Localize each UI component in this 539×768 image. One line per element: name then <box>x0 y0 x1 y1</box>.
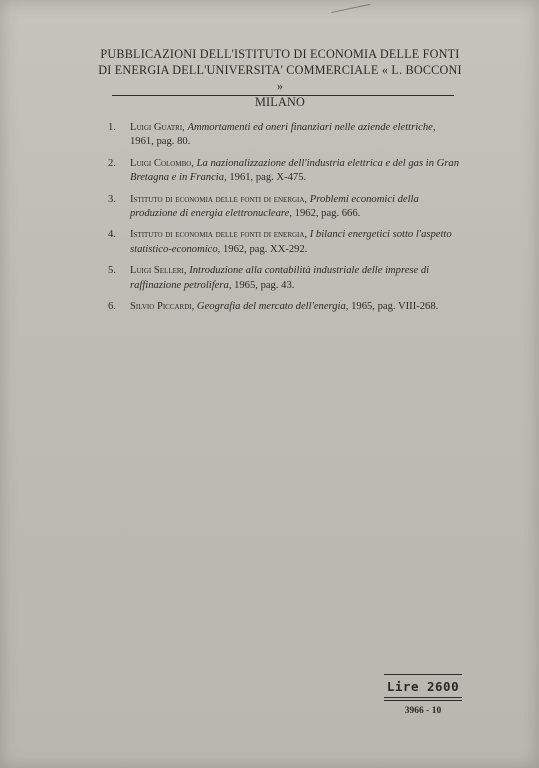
catalog-code: 3966 - 10 <box>404 706 442 716</box>
item-number: 4. <box>108 229 116 241</box>
publication-list <box>108 121 460 321</box>
list-item <box>108 121 460 150</box>
item-details: 1961, pag. 80. <box>130 136 191 148</box>
publisher-header <box>95 46 465 110</box>
item-details: 1961, pag. X-475. <box>229 172 307 184</box>
header-rule <box>112 95 454 96</box>
item-number: 2. <box>108 157 116 169</box>
item-details: 1962, pag. XX-292. <box>222 243 308 255</box>
item-author: Luigi Guatri, <box>130 122 185 133</box>
item-author: Luigi Selleri, <box>130 265 187 277</box>
item-author: Istituto di economia delle fonti di energia, <box>130 193 308 205</box>
price-rule-bottom <box>384 697 462 698</box>
list-item <box>108 264 460 293</box>
price-box <box>384 674 462 716</box>
item-title: Problemi economici della produzione di energia elettronucleare, <box>130 193 419 220</box>
list-item <box>108 157 460 186</box>
item-title: Ammortamenti ed oneri finanziari nelle aziende elettriche, <box>187 122 436 133</box>
item-title: Geografia del mercato dell'energia, <box>196 301 349 313</box>
item-number: 3. <box>108 193 116 205</box>
price-rule-thin <box>384 700 462 701</box>
item-number: 6. <box>108 301 116 313</box>
item-number: 1. <box>108 122 116 133</box>
header-line-2: DI ENERGIA DELL'UNIVERSITA' COMMERCIALE « L. BOCCONI » <box>98 63 462 93</box>
item-author: Istituto di economia delle fonti di energia, <box>130 229 308 241</box>
item-title: I bilanci energetici sotto l'aspetto statistico-economico, <box>130 229 452 255</box>
item-author: Silvio Piccardi, <box>130 301 195 313</box>
item-details: 1962, pag. 666. <box>294 208 361 220</box>
list-item <box>108 300 460 314</box>
item-details: 1965, pag. VIII-268. <box>351 301 439 313</box>
item-title: La nazionalizzazione dell'industria elettrica e del gas in Gran Bretagna e in Francia, <box>130 157 460 184</box>
header-line-1: PUBBLICAZIONI DELL'ISTITUTO DI ECONOMIA DELLE FONTI <box>100 47 460 61</box>
item-number: 5. <box>108 265 116 277</box>
header-line-3: MILANO <box>255 95 305 109</box>
item-author: Luigi Colombo, <box>130 157 194 169</box>
price-label: Lire 2600 <box>386 679 460 694</box>
list-item <box>108 228 460 257</box>
item-details: 1965, pag. 43. <box>234 279 295 291</box>
item-title: Introduzione alla contabilità industriale delle imprese di raffinazione petrolifera, <box>130 265 430 291</box>
paper-crease <box>330 0 371 13</box>
list-item <box>108 193 460 222</box>
